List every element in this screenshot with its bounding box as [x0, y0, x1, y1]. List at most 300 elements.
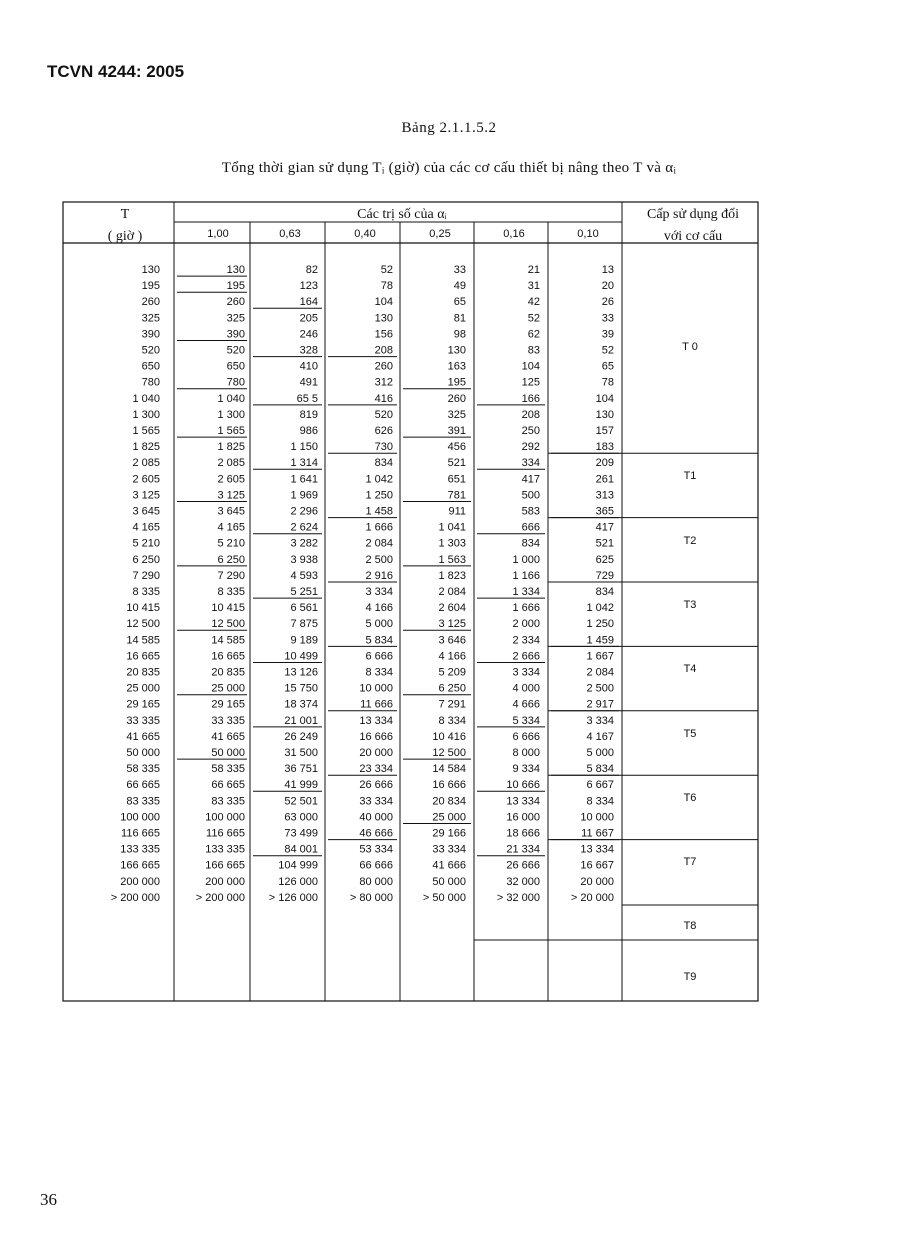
cell-value: 521 — [447, 457, 466, 470]
cell-value: 42 — [527, 296, 540, 309]
cell-t: 4 165 — [132, 521, 160, 534]
cell-value: 986 — [299, 425, 318, 437]
cell-t: 7 290 — [132, 569, 160, 582]
cell-t: > 200 000 — [110, 891, 160, 904]
cell-value: 36 751 — [284, 763, 318, 776]
cell-value: 1 666 — [512, 602, 540, 615]
cell-value: 6 667 — [586, 779, 614, 792]
cell-value: 4 666 — [512, 698, 540, 711]
cell-value: 834 — [595, 586, 614, 598]
cell-value: 8 334 — [365, 666, 393, 679]
cell-value: 500 — [521, 489, 540, 502]
cell-value: 2 085 — [217, 457, 245, 470]
cell-value: > 20 000 — [570, 891, 614, 904]
cell-value: 123 — [299, 280, 318, 293]
cell-value: 7 291 — [438, 698, 466, 711]
cell-value: 41 999 — [284, 779, 318, 792]
cell-value: 15 750 — [284, 682, 318, 695]
cell-value: 3 334 — [365, 586, 393, 598]
usage-class: T7 — [683, 856, 697, 868]
cell-t: 41 665 — [126, 730, 160, 743]
cell-value: 126 000 — [278, 875, 318, 888]
cell-value: > 126 000 — [268, 891, 318, 904]
cell-t: 58 335 — [126, 763, 160, 776]
cell-value: 1 042 — [365, 473, 393, 486]
cell-value: 104 — [521, 360, 540, 373]
cell-value: 20 000 — [580, 875, 614, 888]
cell-value: 260 — [226, 296, 245, 309]
cell-value: 78 — [601, 376, 614, 389]
cell-value: 100 000 — [205, 811, 245, 824]
cell-value: 13 126 — [284, 666, 318, 679]
cell-value: 104 — [374, 296, 393, 309]
cell-value: 50 000 — [211, 747, 245, 759]
cell-value: 46 666 — [359, 827, 393, 840]
cell-value: 781 — [447, 489, 466, 502]
cell-value: 292 — [521, 441, 540, 454]
cell-value: 390 — [226, 328, 245, 341]
cell-value: 261 — [595, 473, 614, 486]
cell-value: 208 — [374, 344, 393, 357]
cell-value: 325 — [226, 312, 245, 325]
cell-value: 13 334 — [359, 714, 393, 727]
cell-value: 328 — [299, 344, 318, 357]
cell-value: 156 — [374, 328, 393, 341]
cell-value: 26 249 — [284, 730, 318, 743]
cell-value: 1 565 — [217, 425, 245, 437]
cell-value: 2 624 — [290, 521, 318, 534]
cell-value: 205 — [299, 312, 318, 325]
cell-value: 63 000 — [284, 811, 318, 824]
cell-value: 104 — [595, 392, 614, 405]
header-t-unit: ( giờ ) — [107, 229, 143, 244]
cell-value: 246 — [299, 328, 318, 341]
cell-value: 5 209 — [438, 666, 466, 679]
alpha-header: 0,10 — [577, 228, 599, 240]
cell-value: 5 834 — [586, 763, 614, 776]
cell-value: 651 — [447, 473, 466, 486]
cell-value: 3 938 — [290, 553, 318, 566]
cell-t: 116 665 — [121, 827, 160, 840]
cell-value: 130 — [595, 408, 614, 421]
cell-value: 13 — [601, 264, 614, 276]
cell-value: > 80 000 — [349, 891, 393, 904]
cell-value: > 200 000 — [195, 891, 245, 904]
cell-value: 3 125 — [438, 618, 466, 631]
cell-value: 18 666 — [506, 827, 540, 840]
cell-value: 8 334 — [438, 714, 466, 727]
cell-value: 1 303 — [438, 537, 466, 550]
cell-value: 200 000 — [205, 875, 245, 888]
cell-value: 3 645 — [217, 505, 245, 518]
cell-value: 7 290 — [217, 569, 245, 582]
cell-value: 3 334 — [512, 666, 540, 679]
cell-value: 78 — [380, 280, 393, 293]
cell-value: 10 415 — [211, 602, 245, 615]
cell-value: 31 500 — [284, 747, 318, 759]
cell-value: 52 501 — [284, 795, 318, 808]
cell-value: 456 — [447, 441, 466, 454]
cell-value: 4 166 — [365, 602, 393, 615]
cell-value: 125 — [521, 376, 540, 389]
cell-value: 911 — [448, 505, 466, 518]
header-class-line2: với cơ cấu — [663, 229, 723, 244]
cell-value: 10 499 — [284, 650, 318, 663]
cell-value: 2 334 — [512, 634, 540, 647]
header-class-line1: Cấp sử dụng đối — [647, 207, 739, 222]
cell-value: 49 — [453, 280, 466, 293]
cell-value: 25 000 — [432, 811, 466, 824]
cell-value: 2 666 — [512, 650, 540, 663]
cell-t: 50 000 — [126, 747, 160, 759]
cell-value: 729 — [595, 569, 614, 582]
cell-t: 16 665 — [126, 650, 160, 663]
cell-value: 1 250 — [365, 489, 393, 502]
cell-value: 26 666 — [506, 859, 540, 872]
usage-class: T4 — [683, 663, 697, 675]
cell-value: 626 — [374, 425, 393, 437]
cell-value: 6 561 — [290, 602, 318, 615]
cell-value: 16 000 — [506, 811, 540, 824]
cell-t: 325 — [141, 312, 160, 325]
cell-value: 1 969 — [290, 489, 318, 502]
cell-t: 195 — [141, 280, 160, 293]
cell-t: 1 300 — [132, 408, 160, 421]
cell-t: 8 335 — [132, 586, 160, 598]
cell-value: 5 000 — [365, 618, 393, 631]
cell-value: 1 666 — [365, 521, 393, 534]
cell-value: 33 335 — [211, 714, 245, 727]
cell-value: 5 334 — [512, 714, 540, 727]
cell-t: 2 085 — [132, 457, 160, 470]
cell-value: 40 000 — [359, 811, 393, 824]
alpha-header: 0,40 — [354, 228, 376, 240]
alpha-value-headers — [207, 228, 598, 240]
usage-class: T6 — [683, 792, 697, 804]
cell-value: 5 251 — [290, 586, 318, 598]
cell-value: 10 000 — [359, 682, 393, 695]
cell-t: 6 250 — [132, 553, 160, 566]
usage-class: T8 — [683, 920, 697, 932]
cell-value: 6 250 — [217, 553, 245, 566]
cell-value: 1 000 — [512, 553, 540, 566]
cell-value: 583 — [521, 505, 540, 518]
cell-value: 1 166 — [512, 569, 540, 582]
cell-value: 2 000 — [512, 618, 540, 631]
cell-value: 29 166 — [432, 827, 466, 840]
cell-t: 25 000 — [126, 682, 160, 695]
table-body — [111, 264, 614, 904]
cell-value: 16 666 — [359, 730, 393, 743]
cell-t: 66 665 — [126, 779, 160, 792]
cell-t: 5 210 — [132, 537, 160, 550]
cell-value: 14 584 — [432, 763, 466, 776]
cell-value: 666 — [521, 521, 540, 534]
cell-value: 250 — [521, 425, 540, 437]
cell-value: 3 282 — [290, 537, 318, 550]
cell-value: 157 — [595, 425, 614, 437]
cell-value: 1 667 — [586, 650, 614, 663]
usage-class: T5 — [683, 728, 697, 740]
cell-value: 20 834 — [432, 795, 466, 808]
cell-value: 11 667 — [581, 827, 614, 840]
cell-value: 834 — [374, 457, 393, 470]
cell-value: 80 000 — [359, 875, 393, 888]
cell-value: 52 — [380, 264, 393, 276]
cell-value: 163 — [447, 360, 466, 373]
cell-value: 520 — [226, 344, 245, 357]
header-t: T — [120, 207, 130, 222]
cell-value: 1 641 — [290, 473, 318, 486]
cell-t: 1 565 — [132, 425, 160, 437]
usage-class: T 0 — [682, 341, 698, 353]
cell-value: 1 459 — [586, 634, 614, 647]
cell-value: 133 335 — [205, 843, 245, 856]
cell-value: 62 — [527, 328, 540, 341]
cell-t: 166 665 — [120, 859, 160, 872]
cell-t: 650 — [141, 360, 160, 373]
cell-t: 33 335 — [126, 714, 160, 727]
cell-value: 13 334 — [580, 843, 614, 856]
cell-value: 130 — [226, 264, 245, 276]
cell-value: 65 5 — [296, 392, 318, 405]
cell-value: 7 875 — [290, 618, 318, 631]
cell-value: 16 665 — [211, 650, 245, 663]
cell-value: 21 334 — [506, 843, 540, 856]
cell-value: 780 — [226, 376, 245, 389]
standard-code: TCVN 4244: 2005 — [47, 62, 185, 81]
cell-value: 4 000 — [512, 682, 540, 695]
cell-value: 6 250 — [438, 682, 466, 695]
cell-value: 5 834 — [365, 634, 393, 647]
cell-value: 325 — [447, 408, 466, 421]
cell-value: 3 646 — [438, 634, 466, 647]
cell-value: 521 — [595, 537, 614, 550]
alpha-header: 0,25 — [429, 228, 451, 240]
table-grid — [63, 202, 758, 1001]
cell-t: 520 — [141, 344, 160, 357]
cell-t: 390 — [141, 328, 160, 341]
cell-value: 20 — [601, 280, 614, 293]
cell-value: 2 084 — [586, 666, 614, 679]
cell-value: 33 — [453, 264, 466, 276]
cell-value: 10 666 — [506, 779, 540, 792]
cell-value: 313 — [595, 489, 614, 502]
cell-value: 1 334 — [512, 586, 540, 598]
cell-value: 33 334 — [432, 843, 466, 856]
cell-value: 1 563 — [438, 553, 466, 566]
cell-value: 20 000 — [359, 747, 393, 759]
cell-value: 625 — [595, 553, 614, 566]
cell-value: 18 374 — [284, 698, 318, 711]
cell-value: 23 334 — [359, 763, 393, 776]
cell-value: 2 917 — [586, 698, 614, 711]
cell-value: 83 335 — [211, 795, 245, 808]
cell-t: 1 825 — [132, 441, 160, 454]
cell-value: 6 666 — [365, 650, 393, 663]
cell-t: 29 165 — [126, 698, 160, 711]
cell-value: 5 000 — [586, 747, 614, 759]
cell-value: 82 — [305, 264, 318, 276]
cell-value: 26 666 — [359, 779, 393, 792]
cell-value: 11 666 — [360, 698, 393, 711]
cell-value: 195 — [226, 280, 245, 293]
cell-value: 834 — [521, 537, 540, 550]
cell-value: 65 — [601, 360, 614, 373]
cell-value: 3 334 — [586, 714, 614, 727]
cell-value: 1 250 — [586, 618, 614, 631]
cell-value: 417 — [521, 473, 540, 486]
cell-value: 2 604 — [438, 602, 466, 615]
cell-t: 3 645 — [132, 505, 160, 518]
cell-value: 1 825 — [217, 441, 245, 454]
header-alpha-group: Các trị số của αᵢ — [357, 207, 447, 222]
cell-value: 65 — [453, 296, 466, 309]
cell-value: 416 — [374, 392, 393, 405]
cell-value: 1 150 — [290, 441, 318, 454]
cell-value: 39 — [601, 328, 614, 341]
cell-value: 260 — [374, 360, 393, 373]
cell-t: 100 000 — [120, 811, 160, 824]
cell-value: 41 666 — [432, 859, 466, 872]
cell-t: 130 — [141, 264, 160, 276]
cell-value: 1 300 — [217, 408, 245, 421]
cell-value: > 32 000 — [496, 891, 540, 904]
cell-value: 1 314 — [290, 457, 318, 470]
cell-value: 1 042 — [586, 602, 614, 615]
table-description: Tổng thời gian sử dụng Tᵢ (giờ) của các cơ cấu thiết bị nâng theo T và αᵢ — [221, 160, 677, 176]
cell-value: 819 — [299, 408, 318, 421]
cell-value: 16 667 — [580, 859, 614, 872]
cell-value: 312 — [374, 376, 393, 389]
page-number: 36 — [40, 1190, 57, 1209]
cell-t: 83 335 — [126, 795, 160, 808]
cell-value: 8 335 — [217, 586, 245, 598]
cell-value: 10 000 — [580, 811, 614, 824]
cell-value: 4 166 — [438, 650, 466, 663]
alpha-header: 1,00 — [207, 228, 229, 240]
usage-class: T3 — [683, 599, 697, 611]
cell-value: 130 — [374, 312, 393, 325]
cell-value: 2 084 — [438, 586, 466, 598]
cell-value: 365 — [595, 505, 614, 518]
cell-value: 66 666 — [359, 859, 393, 872]
cell-value: > 50 000 — [422, 891, 466, 904]
cell-t: 14 585 — [126, 634, 160, 647]
cell-value: 166 — [521, 392, 540, 405]
cell-value: 1 823 — [438, 569, 466, 582]
cell-t: 260 — [141, 296, 160, 309]
cell-value: 21 — [527, 264, 540, 276]
cell-value: 1 040 — [217, 392, 245, 405]
cell-value: 3 125 — [217, 489, 245, 502]
cell-t: 1 040 — [132, 392, 160, 405]
usage-classes — [682, 341, 698, 983]
alpha-header: 0,63 — [279, 228, 301, 240]
cell-value: 83 — [527, 344, 540, 357]
cell-value: 10 416 — [432, 730, 466, 743]
cell-value: 417 — [595, 521, 614, 534]
cell-value: 730 — [374, 441, 393, 454]
cell-value: 81 — [453, 312, 466, 325]
cell-t: 12 500 — [126, 618, 160, 631]
cell-value: 164 — [299, 296, 318, 309]
cell-value: 33 — [601, 312, 614, 325]
cell-value: 209 — [595, 457, 614, 470]
alpha-header: 0,16 — [503, 228, 525, 240]
cell-value: 208 — [521, 408, 540, 421]
cell-t: 133 335 — [120, 843, 160, 856]
cell-value: 29 165 — [211, 698, 245, 711]
cell-value: 20 835 — [211, 666, 245, 679]
cell-value: 32 000 — [506, 875, 540, 888]
cell-value: 73 499 — [284, 827, 318, 840]
cell-value: 2 500 — [586, 682, 614, 695]
cell-value: 183 — [595, 441, 614, 454]
cell-t: 3 125 — [132, 489, 160, 502]
cell-value: 2 084 — [365, 537, 393, 550]
cell-value: 116 665 — [206, 827, 245, 840]
cell-value: 2 605 — [217, 473, 245, 486]
cell-value: 410 — [299, 360, 318, 373]
cell-value: 4 593 — [290, 569, 318, 582]
cell-value: 130 — [447, 344, 466, 357]
cell-value: 52 — [601, 344, 614, 357]
cell-value: 2 500 — [365, 553, 393, 566]
cell-value: 58 335 — [211, 763, 245, 776]
cell-value: 195 — [447, 376, 466, 389]
cell-value: 5 210 — [217, 537, 245, 550]
usage-class: T9 — [683, 971, 697, 983]
cell-value: 2 916 — [365, 569, 393, 582]
cell-value: 2 296 — [290, 505, 318, 518]
cell-value: 98 — [453, 328, 466, 341]
cell-value: 25 000 — [211, 682, 245, 695]
cell-value: 13 334 — [506, 795, 540, 808]
cell-value: 8 000 — [512, 747, 540, 759]
cell-value: 1 458 — [365, 505, 393, 518]
cell-t: 10 415 — [126, 602, 160, 615]
cell-value: 520 — [374, 408, 393, 421]
cell-value: 334 — [521, 457, 540, 470]
usage-class: T1 — [683, 470, 697, 482]
cell-value: 52 — [527, 312, 540, 325]
cell-value: 50 000 — [432, 875, 466, 888]
cell-value: 14 585 — [211, 634, 245, 647]
cell-value: 9 189 — [290, 634, 318, 647]
cell-value: 391 — [447, 425, 466, 437]
cell-value: 4 165 — [217, 521, 245, 534]
cell-t: 2 605 — [132, 473, 160, 486]
cell-value: 33 334 — [359, 795, 393, 808]
cell-value: 84 001 — [284, 843, 318, 856]
cell-value: 12 500 — [432, 747, 466, 759]
cell-value: 650 — [226, 360, 245, 373]
cell-value: 4 167 — [586, 730, 614, 743]
cell-value: 66 665 — [211, 779, 245, 792]
cell-value: 6 666 — [512, 730, 540, 743]
cell-t: 780 — [141, 376, 160, 389]
cell-value: 31 — [527, 280, 540, 293]
cell-value: 1 041 — [438, 521, 466, 534]
table-name: Bảng 2.1.1.5.2 — [401, 120, 497, 136]
cell-value: 166 665 — [205, 859, 245, 872]
cell-t: 200 000 — [120, 875, 160, 888]
cell-value: 41 665 — [211, 730, 245, 743]
cell-value: 104 999 — [278, 859, 318, 872]
cell-value: 53 334 — [359, 843, 393, 856]
cell-value: 12 500 — [211, 618, 245, 631]
